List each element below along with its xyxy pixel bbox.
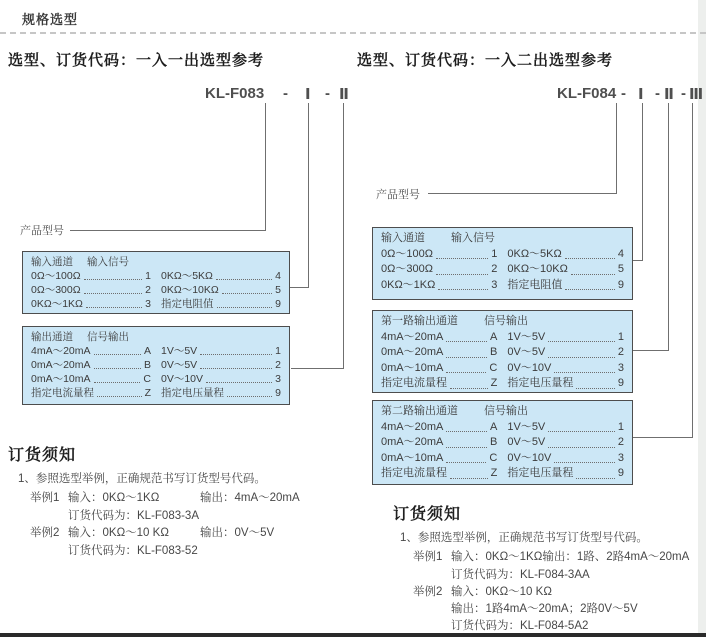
example2-output: 输出：0V～5V — [200, 527, 275, 539]
option-label: 4mA～20mA — [31, 345, 91, 357]
dot-leader — [84, 279, 143, 280]
option-code: Z — [490, 467, 498, 479]
option-code: C — [489, 451, 498, 464]
model-separator: - — [681, 85, 686, 102]
option-label: 0Ω～100Ω — [31, 270, 81, 282]
option-label: 指定电流量程 — [381, 467, 447, 479]
option-label: 0mA～10mA — [381, 451, 444, 464]
connector-line — [668, 103, 669, 350]
option-code: 2 — [145, 284, 151, 296]
dot-leader — [450, 478, 488, 479]
option-label: 指定电压量程 — [507, 467, 574, 479]
option-code: 4 — [617, 247, 624, 260]
option-label: 0V～5V — [507, 346, 546, 358]
option-row — [381, 376, 624, 392]
example2-tag: 举例2 — [30, 527, 60, 539]
box-header — [31, 255, 281, 269]
connector-line — [343, 103, 344, 368]
connector-line — [70, 230, 266, 231]
dot-leader — [446, 447, 487, 448]
option-row — [381, 466, 624, 482]
option-code: B — [143, 359, 151, 371]
option-label: 指定电流量程 — [31, 387, 94, 399]
dot-leader — [84, 293, 143, 294]
option-code: A — [490, 420, 498, 433]
right-output2-selection-box — [372, 400, 633, 485]
option-row — [31, 372, 281, 386]
example1-tag: 举例1 — [30, 492, 60, 504]
model-code-left — [205, 85, 365, 101]
dot-leader — [446, 431, 487, 432]
model-digit-2: Ⅱ — [339, 86, 349, 103]
option-label: 指定电流量程 — [381, 377, 447, 389]
section-title-right: 选型、订货代码：一入二出选型参考 — [357, 52, 614, 69]
box-header-col2: 输入信号 — [87, 256, 129, 268]
box-header-col1: 第二路输出通道 — [381, 405, 458, 417]
connector-line — [633, 350, 669, 351]
option-row — [381, 278, 624, 294]
dot-leader — [200, 368, 272, 369]
option-code: C — [143, 373, 151, 385]
option-label: 0KΩ～5KΩ — [161, 270, 213, 282]
dot-leader — [548, 341, 615, 342]
option-row — [31, 297, 281, 311]
option-code: 2 — [617, 346, 624, 358]
order-notes-line1-left: 1、参照选型举例，正确规范书写订货型号代码。 — [18, 473, 266, 485]
example2-output: 输出：1路4mA～20mA；2路0V～5V — [451, 603, 638, 615]
example1-output: 输出：4mA～20mA — [200, 492, 300, 504]
option-label: 0Ω～300Ω — [31, 284, 81, 296]
box-header-col1: 输入通道 — [381, 232, 425, 244]
model-name: KL-F083 — [205, 85, 265, 102]
dot-leader — [436, 258, 488, 259]
example1-tag: 举例1 — [413, 551, 443, 563]
connector-line — [692, 103, 693, 437]
dot-leader — [554, 462, 614, 463]
option-label: 0mA～20mA — [381, 436, 444, 448]
box-header-col1: 输入通道 — [31, 256, 73, 268]
dot-leader — [576, 478, 615, 479]
dot-leader — [565, 258, 615, 259]
dashed-divider — [0, 32, 706, 34]
connector-line — [290, 287, 309, 288]
model-digit-1: Ⅰ — [638, 86, 644, 103]
option-label: 指定电阻值 — [507, 278, 563, 291]
model-separator: - — [283, 85, 288, 102]
dot-leader — [554, 372, 614, 373]
dot-leader — [450, 388, 488, 389]
model-separator: - — [325, 85, 330, 102]
option-code: 3 — [617, 361, 624, 374]
right-input-selection-box — [372, 227, 633, 300]
example2-input: 输入：0KΩ～10 KΩ — [451, 586, 552, 598]
option-code: 1 — [145, 270, 151, 282]
option-label: 0V～10V — [161, 373, 204, 385]
option-row — [381, 262, 624, 278]
dot-leader — [94, 382, 141, 383]
dot-leader — [548, 431, 615, 432]
dot-leader — [97, 396, 142, 397]
option-code: 9 — [275, 298, 281, 310]
example1-code: 订货代码为：KL-F083-3A — [68, 510, 200, 522]
dot-leader — [227, 396, 272, 397]
box-header — [381, 314, 624, 330]
option-label: 0KΩ～10KΩ — [161, 284, 219, 296]
dot-leader — [576, 388, 615, 389]
option-code: 5 — [275, 284, 281, 296]
option-label: 4mA～20mA — [381, 420, 444, 433]
option-label: 0Ω～100Ω — [381, 247, 433, 260]
model-digit-1: Ⅰ — [305, 86, 311, 103]
left-input-selection-box — [22, 251, 290, 314]
option-label: 指定电压量程 — [507, 377, 574, 389]
product-model-label-left: 产品型号 — [20, 225, 64, 237]
option-label: 0KΩ～1KΩ — [31, 298, 83, 310]
box-header-col1: 输出通道 — [31, 331, 73, 343]
connector-line — [428, 193, 617, 194]
order-notes-title-left: 订货须知 — [8, 447, 77, 464]
option-label: 0V～10V — [507, 451, 552, 464]
page-header-title: 规格选型 — [22, 12, 79, 27]
option-code: C — [489, 361, 498, 374]
dot-leader — [94, 354, 141, 355]
left-output-selection-box — [22, 326, 290, 405]
dot-leader — [446, 341, 487, 342]
dot-leader — [446, 357, 487, 358]
option-label: 0KΩ～10KΩ — [507, 263, 568, 275]
option-label: 1V～5V — [507, 420, 546, 433]
example2-input: 输入：0KΩ～10 KΩ — [68, 527, 169, 539]
dot-leader — [216, 279, 272, 280]
section-title-left: 选型、订货代码：一入一出选型参考 — [8, 52, 265, 69]
dot-leader — [206, 382, 272, 383]
box-header-col2: 输入信号 — [451, 232, 495, 244]
dot-leader — [217, 307, 273, 308]
option-label: 0V～5V — [507, 436, 546, 448]
dot-leader — [436, 274, 488, 275]
option-code: 1 — [491, 247, 498, 260]
option-label: 1V～5V — [507, 330, 546, 343]
model-digit-2: Ⅱ — [664, 86, 674, 103]
connector-line — [633, 260, 643, 261]
example2-code: 订货代码为：KL-F083-52 — [68, 545, 198, 557]
connector-line — [633, 437, 693, 438]
model-code-right — [557, 85, 706, 101]
option-code: 2 — [617, 436, 624, 448]
model-digit-3: Ⅲ — [689, 86, 704, 103]
option-row — [31, 283, 281, 297]
option-code: 1 — [275, 345, 281, 357]
option-code: 9 — [275, 387, 281, 399]
option-code: 3 — [145, 298, 151, 310]
dot-leader — [222, 293, 272, 294]
option-code: 2 — [491, 263, 498, 275]
option-label: 0mA～10mA — [381, 361, 444, 374]
model-name: KL-F084 — [557, 85, 617, 102]
option-code: 9 — [617, 377, 624, 389]
option-row — [381, 361, 624, 377]
option-code: B — [490, 346, 498, 358]
option-label: 指定电压量程 — [161, 387, 224, 399]
option-label: 0mA～20mA — [381, 346, 444, 358]
dot-leader — [94, 368, 141, 369]
option-label: 指定电阻值 — [161, 298, 214, 310]
dot-leader — [548, 447, 615, 448]
connector-line — [265, 103, 266, 230]
order-notes-line1-right: 1、参照选型举例，正确规范书写订货型号代码。 — [400, 532, 648, 544]
option-code: 5 — [617, 263, 624, 275]
option-code: 3 — [275, 373, 281, 385]
option-label: 4mA～20mA — [381, 330, 444, 343]
option-row — [31, 269, 281, 283]
option-code: 1 — [617, 420, 624, 433]
model-separator: - — [655, 85, 660, 102]
option-code: 3 — [617, 451, 624, 464]
box-header-col2: 信号输出 — [484, 405, 528, 417]
box-header-col2: 信号输出 — [484, 315, 528, 327]
option-code: 2 — [275, 359, 281, 371]
page-bottom-rule — [0, 633, 706, 637]
dot-leader — [565, 289, 615, 290]
example2-code: 订货代码为：KL-F084-5A2 — [451, 620, 589, 632]
option-row — [381, 435, 624, 451]
dot-leader — [446, 372, 486, 373]
option-code: A — [490, 330, 498, 343]
option-row — [31, 386, 281, 400]
dot-leader — [200, 354, 272, 355]
model-separator: - — [621, 85, 626, 102]
option-label: 0mA～10mA — [31, 373, 91, 385]
box-header — [381, 404, 624, 420]
dot-leader — [571, 274, 615, 275]
option-code: A — [143, 345, 151, 357]
connector-line — [308, 103, 309, 287]
option-code: 4 — [275, 270, 281, 282]
option-row — [381, 247, 624, 263]
option-row — [31, 358, 281, 372]
option-code: Z — [490, 377, 498, 389]
dot-leader — [86, 307, 142, 308]
option-row — [381, 330, 624, 346]
option-row — [381, 345, 624, 361]
option-code: 3 — [491, 278, 498, 291]
option-label: 1V～5V — [161, 345, 198, 357]
product-model-label-right: 产品型号 — [376, 189, 420, 201]
dot-leader — [446, 462, 486, 463]
box-header-col2: 信号输出 — [87, 331, 129, 343]
right-output1-selection-box — [372, 310, 633, 393]
option-row — [381, 451, 624, 467]
option-label: 0V～5V — [161, 359, 198, 371]
box-header — [381, 231, 624, 247]
option-row — [31, 344, 281, 358]
example1-code: 订货代码为：KL-F084-3AA — [451, 569, 590, 581]
dot-leader — [438, 289, 488, 290]
option-code: 9 — [617, 278, 624, 291]
option-code: Z — [144, 387, 151, 399]
option-code: 1 — [617, 330, 624, 343]
option-label: 0mA～20mA — [31, 359, 91, 371]
example1-input: 输入：0KΩ～1KΩ — [68, 492, 160, 504]
box-header — [31, 330, 281, 344]
option-row — [381, 420, 624, 436]
option-label: 0KΩ～1KΩ — [381, 278, 436, 291]
option-label: 0Ω～300Ω — [381, 263, 433, 275]
order-notes-title-right: 订货须知 — [393, 506, 462, 523]
connector-line — [616, 103, 617, 193]
option-code: B — [490, 436, 498, 448]
option-label: 0KΩ～5KΩ — [507, 247, 562, 260]
example1-input: 输入：0KΩ～1KΩ输出：1路、2路4mA～20mA — [451, 551, 690, 563]
connector-line — [291, 368, 344, 369]
example2-tag: 举例2 — [413, 586, 443, 598]
dot-leader — [548, 357, 615, 358]
box-header-col1: 第一路输出通道 — [381, 315, 458, 327]
connector-line — [642, 103, 643, 260]
option-label: 0V～10V — [507, 361, 552, 374]
option-code: 9 — [617, 467, 624, 479]
